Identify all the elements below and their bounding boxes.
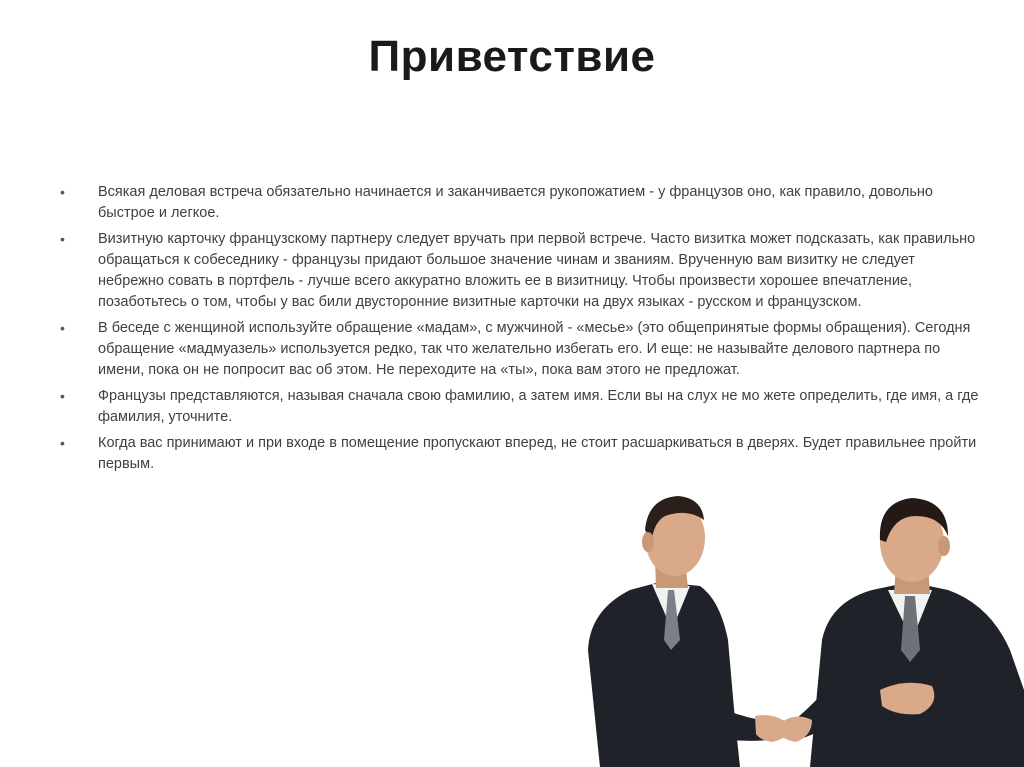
bullet-item (60, 182, 980, 224)
bullet-marker: • (60, 388, 65, 404)
right-businessman (780, 498, 1024, 767)
bullet-text: Визитную карточку французскому партнеру следует вручать при первой встрече. Часто визитка может подсказать, как правильно обращаться к собеседнику - французы придают большое значение чинам и званиям. Врученную вам визитку не следует небрежно совать в портфель - лучше всего аккуратно вложить ее в визитницу. Чтобы произвести хорошее впечатление, позаботьтесь о том, чтобы у вас били двусторонние визитные карточки на двух языках - русском и французском. (98, 231, 976, 310)
bullet-marker: • (60, 435, 65, 451)
bullet-marker: • (60, 184, 65, 200)
bullet-item (60, 433, 980, 475)
bullet-marker: • (60, 231, 65, 247)
bullet-marker: • (60, 320, 65, 336)
bullet-text: Всякая деловая встреча обязательно начинается и заканчивается рукопожатием - у французов оно, как правило, довольно быстрое и легкое. (98, 184, 933, 221)
slide-title: Приветствие (368, 32, 656, 81)
bullet-item (60, 318, 980, 381)
bullet-item (60, 386, 980, 428)
bullet-list (60, 182, 980, 480)
handshake-illustration (560, 490, 1024, 767)
bullet-item (60, 229, 980, 313)
bullet-text: В беседе с женщиной используйте обращение «мадам», с мужчиной - «месье» (это общепринятые формы обращения). Сегодня обращение «мадмуазель» используется редко, так что желательно избегать его. И еще: не называйте делового партнера по имени, пока он не попросит вас об этом. Не переходите на «ты», пока вам этого не предложат. (98, 320, 971, 378)
left-businessman (588, 496, 792, 767)
bullet-text: Когда вас принимают и при входе в помещение пропускают вперед, не стоит расшаркиваться в дверях. Будет правильнее пройти первым. (98, 435, 977, 472)
bullet-text: Французы представляются, называя сначала свою фамилию, а затем имя. Если вы на слух не мо жете определить, где имя, а где фамилия, уточните. (98, 388, 979, 425)
